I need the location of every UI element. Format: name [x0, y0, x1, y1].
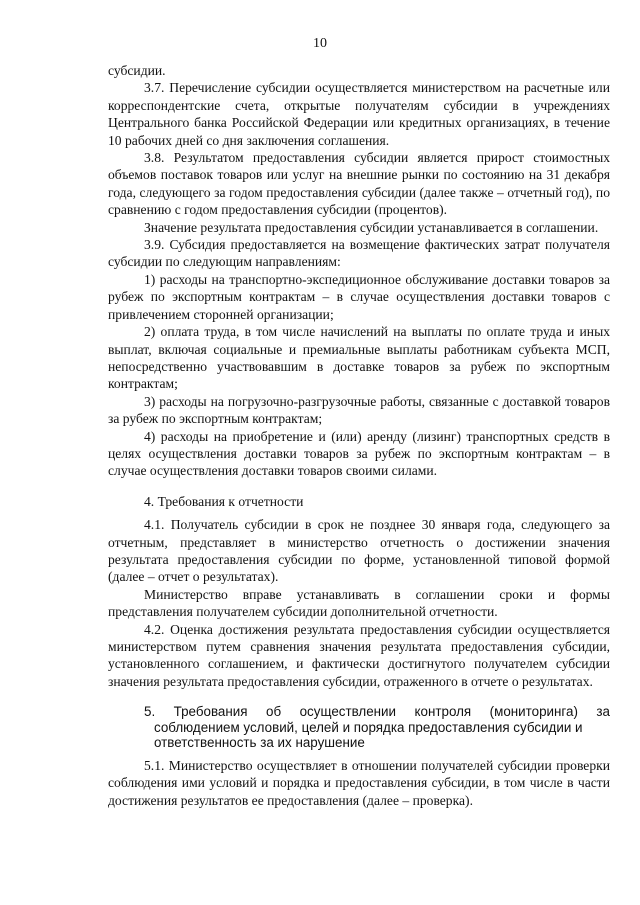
paragraph: 3.8. Результатом предоставления субсидии является прирост стоимостных объемов поставок товаров или услуг на внешние рынки по состоянию на 31 декабря года, следующего за годом предоставления субсидии (далее также – отчетный год), по сравнению с годом предоставления субсидии (процентов). — [108, 150, 610, 218]
paragraph: 3.9. Субсидия предоставляется на возмещение фактических затрат получателя субсидии по следующим направлениям: — [108, 237, 610, 270]
section-heading-line: ответственность за их нарушение — [154, 735, 365, 751]
section-heading-line: соблюдением условий, целей и порядка предоставления субсидии и — [154, 719, 583, 735]
paragraph: Значение результата предоставления субсидии устанавливается в соглашении. — [144, 219, 599, 235]
paragraph: 3.7. Перечисление субсидии осуществляется министерством на расчетные или корреспондентские счета, открытые получателям субсидии в учреждениях Центрального банка Российской Федерации или кредитных организациях, в течение 10 рабочих дней со дня заключения соглашения. — [108, 80, 610, 148]
paragraph: 4.1. Получатель субсидии в срок не позднее 30 января года, следующего за отчетным, представляет в министерство отчетность о достижении значения результата предоставления субсидии по форме, установленной типовой формой (далее – отчет о результатах). — [108, 517, 610, 585]
list-item: 2) оплата труда, в том числе начислений на выплаты по оплате труда и иных выплат, включая социальные и премиальные выплаты работникам субъекта МСП, непосредственно участвовавшим в доставке товаров за рубеж по экспортным контрактам; — [108, 324, 610, 392]
paragraph: Министерство вправе устанавливать в соглашении сроки и формы представления получателем субсидии дополнительной отчетности. — [108, 586, 610, 620]
paragraph: 5.1. Министерство осуществляет в отношении получателей субсидии проверки соблюдения ими условий и порядка и предоставления субсидии, в том числе в части достижения результатов ее предоставления (далее – проверка). — [108, 757, 610, 808]
list-item: 1) расходы на транспортно-экспедиционное обслуживание доставки товаров за рубеж по экспортным контрактам – в случае осуществления доставки товаров с привлечением сторонней организации; — [108, 271, 610, 322]
section-heading-line: 5. Требования об осуществлении контроля (мониторинга) за — [144, 704, 610, 720]
page-number: 10 — [313, 36, 327, 51]
section-heading — [108, 704, 610, 751]
paragraph: 4.2. Оценка достижения результата предоставления субсидии осуществляется министерством путем сравнения значения результата предоставления субсидии, установленного соглашением, и фактически достигнутого получателем субсидии значения результата предоставления субсидии, отраженного в отчете о результатах. — [108, 621, 610, 689]
list-item: 4) расходы на приобретение и (или) аренду (лизинг) транспортных средств в целях осуществления доставки товаров за рубеж по экспортным контрактам – в случае осуществления доставки товаров своими силами. — [108, 428, 610, 479]
section-heading: 4. Требования к отчетности — [144, 493, 304, 509]
paragraph: субсидии. — [108, 63, 166, 78]
document-body — [108, 62, 610, 809]
list-item: 3) расходы на погрузочно-разгрузочные работы, связанные с доставкой товаров за рубеж по экспортным контрактам; — [108, 393, 610, 427]
